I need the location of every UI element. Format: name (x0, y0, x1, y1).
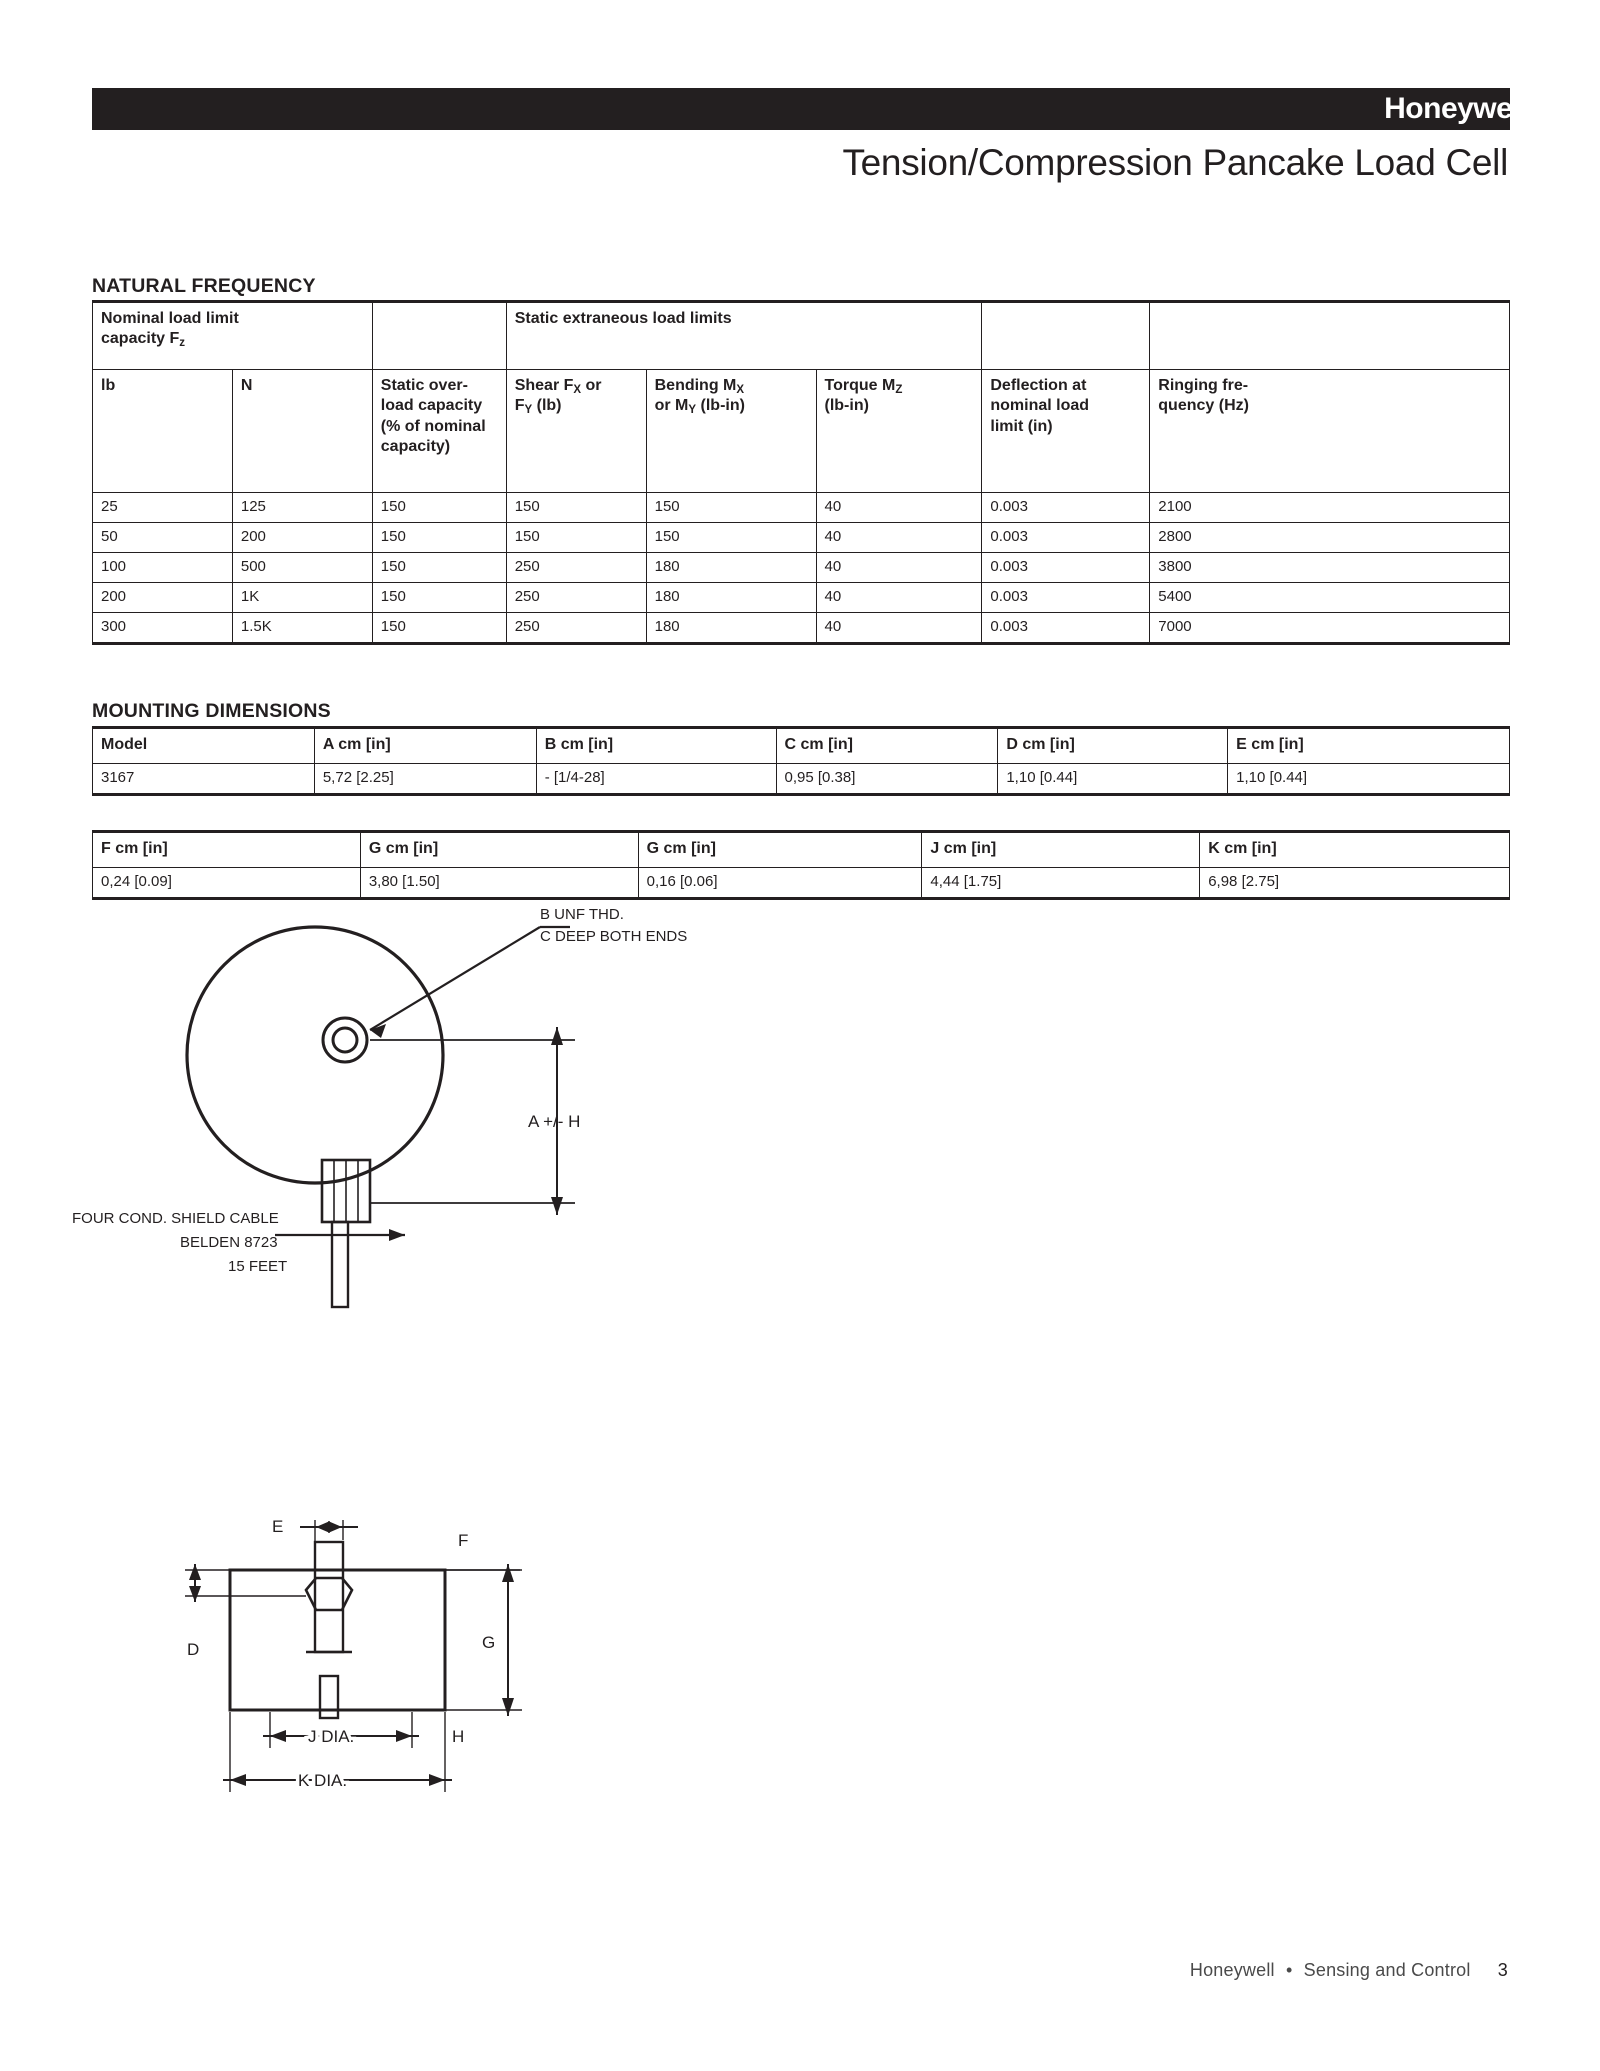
section-heading-natural-frequency: NATURAL FREQUENCY (92, 275, 316, 297)
dim-g-arrow-bottom (502, 1698, 514, 1716)
table-row (93, 583, 1510, 613)
dim-d-label: D (187, 1640, 200, 1659)
load-cell-side-view-drawing (130, 1480, 690, 1900)
load-cell-top-view-drawing (70, 905, 790, 1425)
cell-n: 1.5K (232, 613, 372, 644)
group-header-spacer (372, 302, 506, 370)
cell-torque: 40 (816, 493, 982, 523)
cell-deflection: 0.003 (982, 553, 1150, 583)
table-row (93, 868, 1510, 899)
cell-deflection: 0.003 (982, 613, 1150, 644)
col-header-d: D cm [in] (998, 728, 1228, 764)
natural-frequency-table (92, 300, 1510, 645)
cell-ringing: 3800 (1150, 553, 1510, 583)
cell-bending: 180 (646, 553, 816, 583)
col-header-shear (506, 370, 646, 493)
cell-e: 1,10 [0.44] (1228, 764, 1510, 795)
cell-model: 3167 (93, 764, 315, 795)
footer-bullet-icon: • (1285, 1960, 1293, 1980)
section-heading-mounting-dimensions: MOUNTING DIMENSIONS (92, 700, 331, 722)
dim-j-arrow-left (270, 1730, 286, 1742)
cell-j: 4,44 [1.75] (922, 868, 1200, 899)
col-header-ringing (1150, 370, 1510, 493)
col-header-g1: G cm [in] (360, 832, 638, 868)
dim-f-label: F (458, 1531, 469, 1550)
cell-n: 125 (232, 493, 372, 523)
col-header-torque (816, 370, 982, 493)
ring-line2: quency (Hz) (1158, 397, 1249, 415)
hex-nut (306, 1578, 352, 1610)
bending-sub2: Y (688, 404, 697, 417)
group-header-nominal (93, 302, 373, 370)
defl-line2: nominal load (990, 397, 1090, 415)
shear-sub2: Y (524, 404, 533, 417)
defl-line1: Deflection at (990, 377, 1087, 394)
page-footer (1190, 1960, 1508, 1981)
center-thread-outer (323, 1018, 367, 1062)
table-header-row (93, 832, 1510, 868)
header-bar (92, 88, 1510, 130)
mounting-dimensions-table-1 (92, 726, 1510, 796)
cell-overload: 150 (372, 493, 506, 523)
col-header-static-overload (372, 370, 506, 493)
table-header-row (93, 728, 1510, 764)
torque-line2: (lb-in) (824, 397, 869, 415)
group-header-spacer-2 (982, 302, 1150, 370)
cell-ringing: 2800 (1150, 523, 1510, 553)
cell-lb: 200 (93, 583, 233, 613)
shear-line1b: or (581, 377, 602, 394)
table-row (93, 613, 1510, 644)
cell-a: 5,72 [2.25] (314, 764, 536, 795)
dim-k-arrow-right (429, 1774, 445, 1786)
nominal-line2: capacity F (101, 330, 180, 348)
cell-overload: 150 (372, 553, 506, 583)
load-cell-body-circle (187, 927, 443, 1183)
shear-line2b: (lb) (532, 397, 562, 415)
cell-shear: 150 (506, 493, 646, 523)
cable-note-line3: 15 FEET (228, 1258, 288, 1275)
cell-ringing: 5400 (1150, 583, 1510, 613)
cell-shear: 250 (506, 613, 646, 644)
dim-g-label: G (482, 1633, 496, 1652)
cable-note-line1: FOUR COND. SHIELD CABLE (72, 1210, 279, 1227)
cell-bending: 180 (646, 613, 816, 644)
dim-g-arrow-top (502, 1564, 514, 1582)
col-header-bending (646, 370, 816, 493)
dim-j-label: J DIA. (308, 1727, 355, 1746)
cell-lb: 300 (93, 613, 233, 644)
cell-shear: 150 (506, 523, 646, 553)
shear-line2: F (514, 397, 525, 415)
col-header-k: K cm [in] (1200, 832, 1510, 868)
cell-lb: 100 (93, 553, 233, 583)
bending-line2: or M (654, 397, 689, 415)
cell-bending: 150 (646, 493, 816, 523)
cell-deflection: 0.003 (982, 493, 1150, 523)
cell-n: 1K (232, 583, 372, 613)
col-header-g2: G cm [in] (638, 832, 922, 868)
dim-j-arrow-right (396, 1730, 412, 1742)
footer-page-number: 3 (1497, 1960, 1508, 1980)
footer-division: Sensing and Control (1303, 1960, 1471, 1980)
thread-note-line1: B UNF THD. (540, 906, 624, 923)
dim-a-arrow-top (551, 1027, 563, 1045)
col-header-n: N (232, 370, 372, 493)
cell-b: - [1/4-28] (536, 764, 776, 795)
cell-lb: 25 (93, 493, 233, 523)
dim-h-label: H (452, 1727, 465, 1746)
col-header-c: C cm [in] (776, 728, 998, 764)
overload-line3: (% of nominal (380, 417, 486, 435)
cell-k: 6,98 [2.75] (1200, 868, 1510, 899)
col-header-f: F cm [in] (93, 832, 361, 868)
dim-a-arrow-bottom (551, 1197, 563, 1215)
cell-torque: 40 (816, 583, 982, 613)
cell-n: 200 (232, 523, 372, 553)
table-row (93, 493, 1510, 523)
group-header-spacer-3 (1150, 302, 1510, 370)
cell-d: 1,10 [0.44] (998, 764, 1228, 795)
dim-e-label: E (272, 1517, 284, 1536)
dim-d-arrow-bottom (189, 1586, 201, 1602)
center-stud (315, 1542, 343, 1652)
cell-torque: 40 (816, 553, 982, 583)
ring-line1: Ringing fre- (1158, 377, 1249, 394)
overload-line4: capacity) (380, 438, 451, 456)
cell-bending: 150 (646, 523, 816, 553)
torque-sub1: Z (895, 384, 903, 396)
bending-line2b: (lb-in) (696, 397, 745, 415)
dim-a-label: A +/- H (528, 1112, 581, 1131)
dim-k-label: K DIA. (298, 1771, 348, 1790)
thread-note-line2: C DEEP BOTH ENDS (540, 928, 688, 945)
page-title: Tension/Compression Pancake Load Cell (842, 142, 1508, 183)
dim-e-arrow-left (316, 1521, 330, 1533)
table-row (93, 523, 1510, 553)
honeywell-logo: Honeywell (1384, 92, 1528, 125)
thread-callout-leader (370, 927, 540, 1030)
cell-overload: 150 (372, 613, 506, 644)
dim-e-arrow-right (328, 1521, 342, 1533)
bending-line1: Bending M (654, 377, 737, 394)
cell-torque: 40 (816, 523, 982, 553)
cable-note-line2: BELDEN 8723 (180, 1234, 278, 1251)
cell-g1: 3,80 [1.50] (360, 868, 638, 899)
cell-deflection: 0.003 (982, 523, 1150, 553)
cell-c: 0,95 [0.38] (776, 764, 998, 795)
col-header-e: E cm [in] (1228, 728, 1510, 764)
defl-line3: limit (in) (990, 417, 1053, 435)
cell-ringing: 2100 (1150, 493, 1510, 523)
table-row (93, 764, 1510, 795)
col-header-model: Model (93, 728, 315, 764)
torque-line1: Torque M (824, 377, 896, 394)
cell-shear: 250 (506, 553, 646, 583)
col-header-deflection (982, 370, 1150, 493)
cell-n: 500 (232, 553, 372, 583)
table-group-header-row (93, 302, 1510, 370)
cell-deflection: 0.003 (982, 583, 1150, 613)
table-header-row (93, 370, 1510, 493)
cell-overload: 150 (372, 583, 506, 613)
lower-stud (320, 1676, 338, 1718)
shear-line1: Shear F (514, 377, 574, 394)
dim-k-arrow-left (230, 1774, 246, 1786)
cell-shear: 250 (506, 583, 646, 613)
col-header-lb: lb (93, 370, 233, 493)
overload-line2: load capacity (380, 397, 483, 415)
col-header-b: B cm [in] (536, 728, 776, 764)
center-thread-inner (333, 1028, 357, 1052)
cell-torque: 40 (816, 613, 982, 644)
cell-g2: 0,16 [0.06] (638, 868, 922, 899)
col-header-a: A cm [in] (314, 728, 536, 764)
mounting-dimensions-table-2 (92, 830, 1510, 900)
cable-callout-arrowhead (389, 1229, 405, 1241)
bending-sub1: X (736, 384, 745, 396)
group-header-static-extraneous: Static extraneous load limits (506, 302, 982, 370)
cell-lb: 50 (93, 523, 233, 553)
nominal-subscript: z (179, 337, 186, 350)
cell-ringing: 7000 (1150, 613, 1510, 644)
col-header-j: J cm [in] (922, 832, 1200, 868)
cell-bending: 180 (646, 583, 816, 613)
overload-line1: Static over- (380, 377, 468, 394)
cell-overload: 150 (372, 523, 506, 553)
table-row (93, 553, 1510, 583)
shear-sub1: X (573, 384, 582, 396)
dim-d-arrow-top (189, 1564, 201, 1580)
cell-f: 0,24 [0.09] (93, 868, 361, 899)
footer-company: Honeywell (1189, 1960, 1275, 1980)
nominal-line1: Nominal load limit (101, 310, 239, 327)
